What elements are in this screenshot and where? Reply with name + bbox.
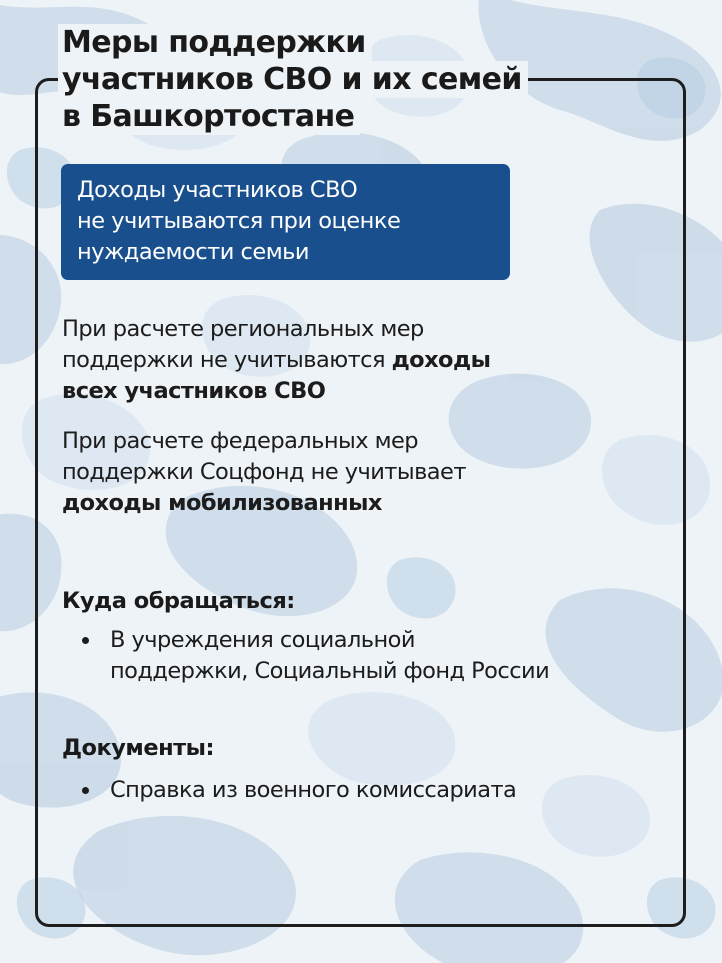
title-line-1: Меры поддержки [58, 24, 372, 61]
regional-measures-paragraph [62, 314, 490, 407]
where-item-line-2: поддержки, Социальный фонд России [110, 658, 550, 684]
paragraph1-line-2-plain: поддержки не учитываются [62, 347, 392, 373]
list-item-text [110, 775, 516, 806]
federal-measures-paragraph [62, 426, 466, 519]
paragraph2-line-3 [62, 488, 466, 519]
paragraph2-line-3-bold: доходы мобилизованных [62, 490, 382, 516]
callout-line-1: Доходы участников СВО [77, 177, 358, 203]
callout-line-2: не учитываются при оценке [77, 208, 401, 234]
list-item-text [110, 625, 549, 687]
where-to-apply-list [80, 625, 549, 687]
paragraph1-line-2-bold: доходы [391, 347, 491, 373]
title-line-3: в Башкортостане [58, 98, 360, 135]
documents-item-line-1: Справка из военного комиссариата [110, 777, 517, 803]
paragraph1-line-2 [62, 345, 490, 376]
page-title [62, 24, 602, 135]
where-to-apply-heading: Куда обращаться: [62, 588, 295, 614]
list-item [80, 625, 549, 687]
documents-heading: Документы: [62, 735, 215, 761]
paragraph1-line-1: При расчете региональных мер [62, 316, 424, 342]
paragraph1-line-3-bold: всех участников СВО [62, 378, 326, 404]
bullet-icon [82, 637, 89, 644]
where-item-line-1: В учреждения социальной [110, 627, 415, 653]
title-line-2: участников СВО и их семей [58, 61, 528, 98]
callout-line-3: нуждаемости семьи [77, 239, 310, 265]
paragraph2-line-2: поддержки Соцфонд не учитывает [62, 459, 466, 485]
paragraph2-line-1: При расчете федеральных мер [62, 428, 419, 454]
documents-list [80, 775, 516, 806]
paragraph1-line-3 [62, 376, 490, 407]
bullet-icon [82, 787, 89, 794]
list-item [80, 775, 516, 806]
highlight-callout [61, 164, 510, 280]
